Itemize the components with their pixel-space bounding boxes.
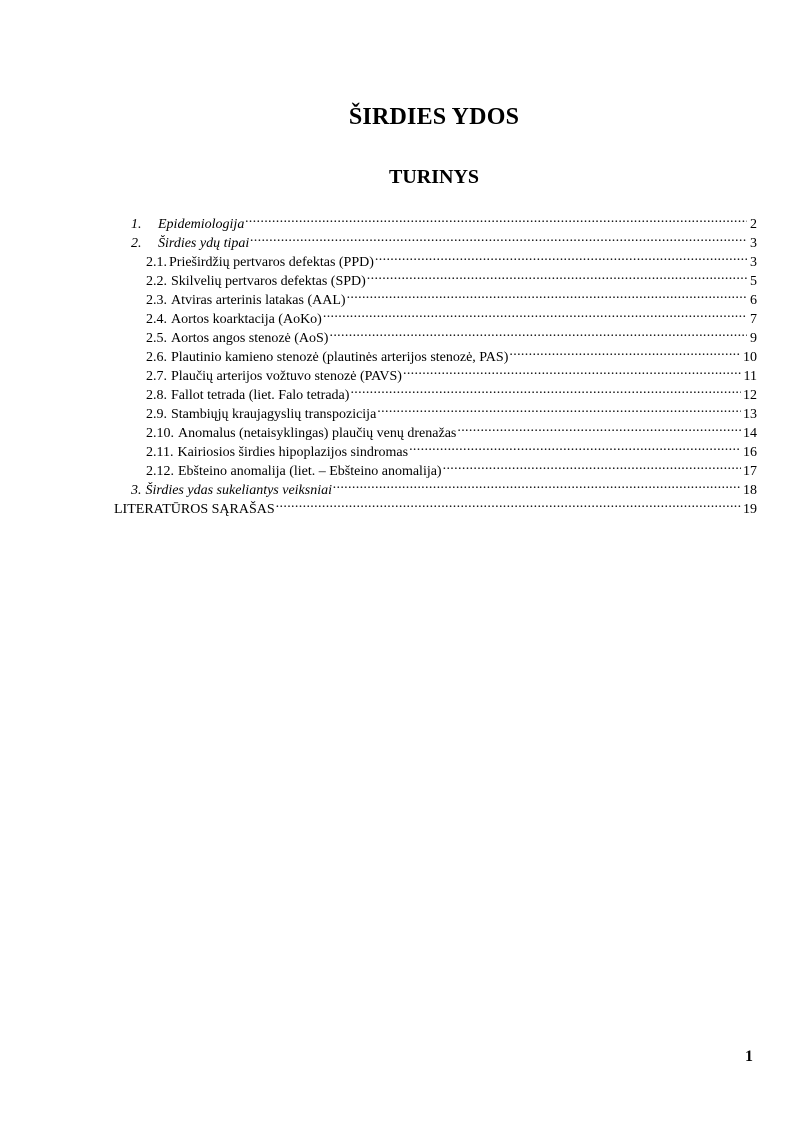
toc-entry[interactable]: [131, 476, 757, 498]
toc-entry-number: 2.7.: [146, 369, 167, 384]
toc-entry[interactable]: [131, 229, 757, 251]
toc-leader-dots: [403, 362, 742, 380]
toc-leader-dots: [323, 305, 747, 323]
toc-leader-dots: [377, 400, 741, 418]
toc-entry-number: 2.6.: [146, 350, 167, 365]
toc-entry-number: 2.9.: [146, 407, 167, 422]
toc-entry-number: 2.: [131, 236, 142, 251]
toc-entry-number: 3.: [131, 483, 142, 498]
toc-entry-page: 9: [750, 331, 757, 346]
page-number: 1: [745, 1048, 753, 1065]
toc-leader-dots: [443, 457, 741, 475]
toc-entry-page: 2: [750, 217, 757, 232]
toc-entry-number: 1.: [131, 217, 142, 232]
toc-entry[interactable]: [131, 210, 757, 232]
toc-entry-label: Širdies ydų tipai: [158, 236, 250, 251]
toc-entry-label: Anomalus (netaisyklingas) plaučių venų drenažas: [178, 426, 457, 441]
toc-entry-label: Epidemiologija: [158, 217, 245, 232]
toc-entry[interactable]: [146, 267, 757, 289]
toc-entry-label: Ebšteino anomalija (liet. – Ebšteino anomalija): [178, 464, 442, 479]
toc-leader-dots: [333, 476, 741, 494]
toc-entry[interactable]: [146, 362, 757, 384]
toc-entry[interactable]: [146, 400, 757, 422]
toc-entry[interactable]: [146, 438, 757, 460]
toc-entry-page: 6: [750, 293, 757, 308]
toc-entry-label: Širdies ydas sukeliantys veiksniai: [145, 483, 332, 498]
toc-leader-dots: [250, 229, 747, 247]
toc-leader-dots: [347, 286, 747, 304]
toc-entry-number: 2.4.: [146, 312, 167, 327]
toc-entry-number: 2.1.: [146, 255, 167, 270]
toc-entry-label: Plaučių arterijos vožtuvo stenozė (PAVS): [171, 369, 402, 384]
toc-entry-page: 18: [743, 483, 757, 498]
toc-entry-page: 3: [750, 236, 757, 251]
toc-entry-page: 13: [743, 407, 757, 422]
toc-leader-dots: [329, 324, 747, 342]
toc-entry[interactable]: [146, 286, 757, 308]
toc-heading: TURINYS: [388, 166, 480, 188]
toc-entry-page: 12: [743, 388, 757, 403]
toc-entry-label: Skilvelių pertvaros defektas (SPD): [171, 274, 366, 289]
toc-entry-number: 2.11.: [146, 445, 174, 460]
toc-leader-dots: [367, 267, 747, 285]
toc-entry-label: Atviras arterinis latakas (AAL): [171, 293, 346, 308]
toc-entry[interactable]: [146, 305, 757, 327]
toc-entry-number: 2.8.: [146, 388, 167, 403]
toc-leader-dots: [509, 343, 741, 361]
toc-entry[interactable]: [114, 495, 757, 517]
toc-entry-number: 2.3.: [146, 293, 167, 308]
toc-entry-label: Stambiųjų kraujagyslių transpozicija: [171, 407, 377, 422]
toc-entry-page: 11: [743, 369, 757, 384]
toc-entry-label: Plautinio kamieno stenozė (plautinės arterijos stenozė, PAS): [171, 350, 509, 365]
toc-entry-number: 2.2.: [146, 274, 167, 289]
toc-leader-dots: [409, 438, 741, 456]
toc-entry[interactable]: [146, 419, 757, 441]
toc-entry-label: Aortos angos stenozė (AoS): [171, 331, 329, 346]
toc-entry-page: 3: [750, 255, 757, 270]
toc-entry-number: 2.12.: [146, 464, 174, 479]
toc-entry[interactable]: [146, 324, 757, 346]
toc-entry[interactable]: [146, 457, 757, 479]
toc-entry-label: Prieširdžių pertvaros defektas (PPD): [169, 255, 374, 270]
toc-entry-number: 2.5.: [146, 331, 167, 346]
toc-leader-dots: [457, 419, 741, 437]
toc-entry-page: 10: [743, 350, 757, 365]
toc-leader-dots: [350, 381, 741, 399]
toc-leader-dots: [276, 495, 741, 513]
toc-entry-label: LITERATŪROS SĄRAŠAS: [114, 502, 275, 517]
toc-entry-page: 17: [743, 464, 757, 479]
document-title: ŠIRDIES YDOS: [348, 104, 520, 130]
toc-entry-page: 16: [743, 445, 757, 460]
toc-entry-label: Aortos koarktacija (AoKo): [171, 312, 322, 327]
toc-entry[interactable]: [146, 381, 757, 403]
toc-entry[interactable]: [146, 248, 757, 270]
toc-entry-label: Kairiosios širdies hipoplazijos sindromas: [177, 445, 409, 460]
toc-entry-page: 5: [750, 274, 757, 289]
toc-entry-number: 2.10.: [146, 426, 174, 441]
toc-entry-page: 14: [743, 426, 757, 441]
toc-leader-dots: [375, 248, 747, 266]
toc-entry-page: 19: [743, 502, 757, 517]
toc-entry-page: 7: [750, 312, 757, 327]
toc-entry[interactable]: [146, 343, 757, 365]
toc-leader-dots: [245, 210, 747, 228]
toc-entry-label: Fallot tetrada (liet. Falo tetrada): [171, 388, 350, 403]
